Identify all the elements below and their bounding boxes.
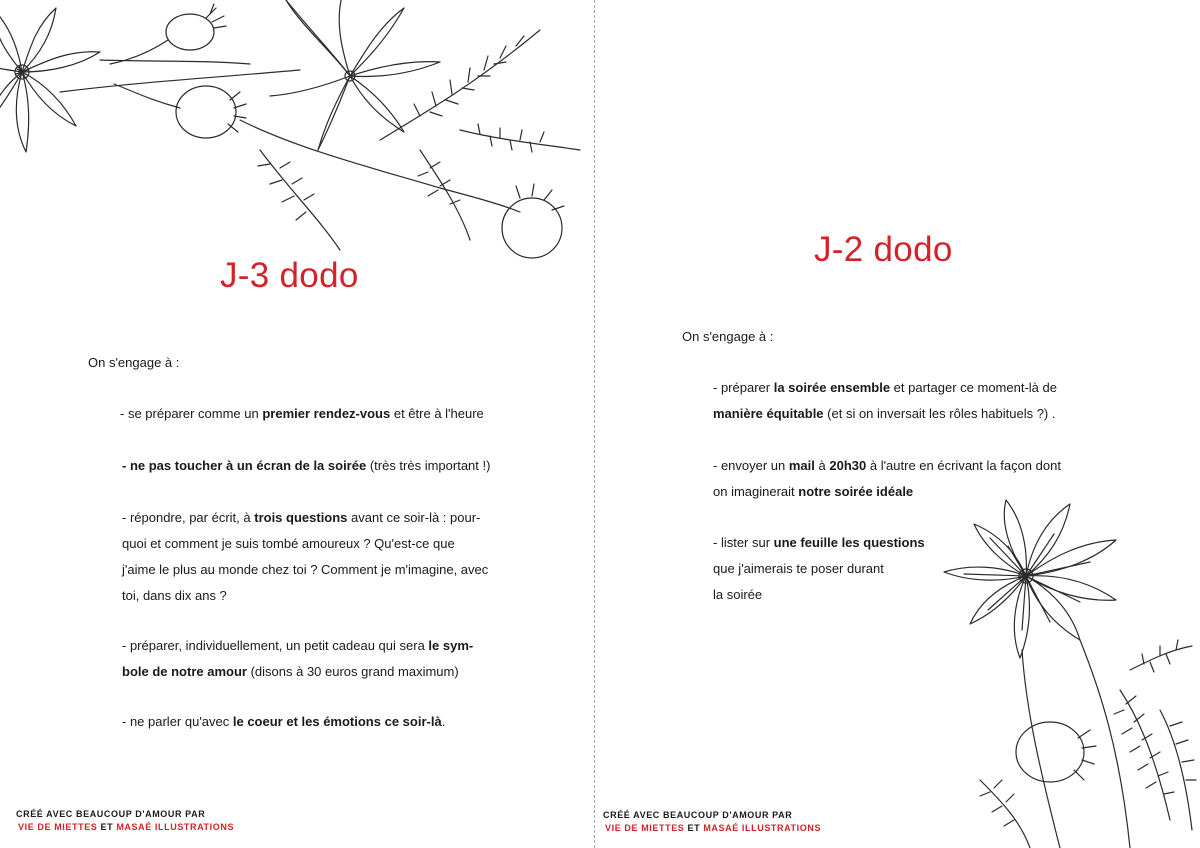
intro-text: On s'engage à : — [88, 355, 180, 370]
credit-footer: CRÉÉ AVEC BEAUCOUP D'AMOUR PAR VIE DE MIETTES ET MASAÉ ILLUSTRATIONS — [603, 810, 822, 833]
commitment-item-2: - ne pas toucher à un écran de la soirée (très très important !) — [122, 458, 491, 473]
floral-illustration-bottom — [930, 490, 1200, 848]
brand-vie-de-miettes: VIE DE MIETTES — [605, 823, 685, 833]
intro-text: On s'engage à : — [682, 329, 774, 344]
floral-illustration-top — [0, 0, 600, 280]
commitment-item-2: - envoyer un mail à 20h30 à l'autre en écrivant la façon dont on imaginerait notre soirée idéale — [713, 458, 1061, 499]
page-title: J-2 dodo — [814, 230, 953, 269]
page-right — [600, 0, 1200, 848]
commitment-item-5: - ne parler qu'avec le coeur et les émotions ce soir-là. — [122, 714, 446, 729]
commitment-item-3: - répondre, par écrit, à trois questions avant ce soir-là : pour- quoi et comment je suis tombé amoureux ? Qu'est-ce que j'aime le plus au monde chez toi ? Comment je m'imagine, avec toi, dans dix ans ? — [122, 510, 489, 603]
commitment-item-4: - préparer, individuellement, un petit cadeau qui sera le sym- bole de notre amour (disons à 30 euros grand maximum) — [122, 638, 474, 679]
daisy-flower-icon — [0, 8, 100, 152]
commitment-item-1: - se préparer comme un premier rendez-vous et être à l'heure — [120, 406, 484, 421]
commitment-item-1: - préparer la soirée ensemble et partager ce moment-là de manière équitable (et si on inversait les rôles habituels ?) . — [713, 380, 1057, 421]
commitment-item-3: - lister sur une feuille les questions que j'aimerais te poser durant la soirée — [713, 535, 925, 602]
brand-vie-de-miettes: VIE DE MIETTES — [18, 822, 98, 832]
brand-masae-illustrations: MASAÉ ILLUSTRATIONS — [703, 823, 822, 833]
star-flower-icon — [270, 0, 440, 150]
page-title: J-3 dodo — [220, 256, 359, 295]
large-flower-icon — [944, 500, 1116, 658]
credit-footer: CRÉÉ AVEC BEAUCOUP D'AMOUR PAR VIE DE MIETTES ET MASAÉ ILLUSTRATIONS — [16, 809, 235, 832]
brand-masae-illustrations: MASAÉ ILLUSTRATIONS — [116, 822, 235, 832]
